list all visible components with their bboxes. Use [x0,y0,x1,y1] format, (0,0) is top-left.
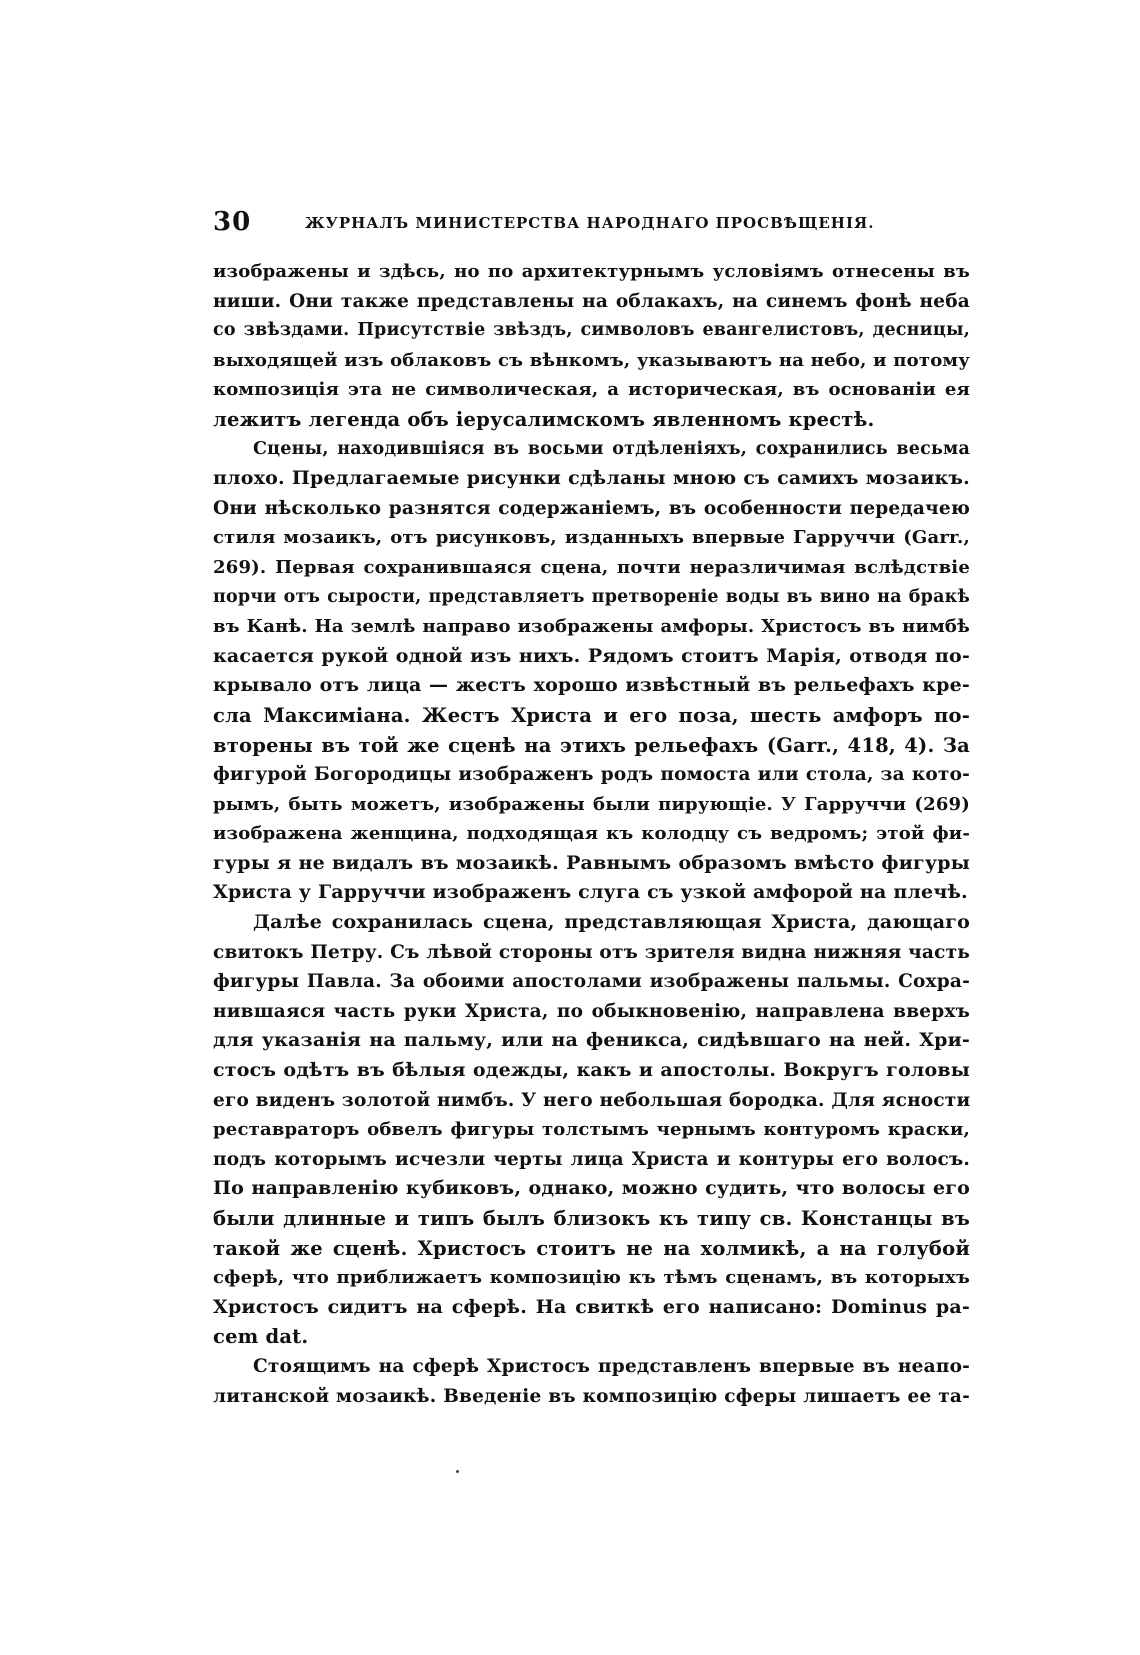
text-line: реставраторъ обвелъ фигуры толстымъ чернымъ контуромъ краски, [213,1119,970,1141]
text-line: Стоящимъ на сферѣ Христосъ представленъ впервые въ неапо- [253,1355,970,1377]
text-line: были длинные и типъ былъ близокъ къ типу св. Констанцы въ [213,1207,970,1230]
text-line: гуры я не видалъ въ мозаикѣ. Равнымъ образомъ вмѣсто фигуры [213,851,970,874]
text-line: вторены въ той же сценѣ на этихъ рельефахъ (Garr., 418, 4). За [213,733,970,757]
text-line: стиля мозаикъ, отъ рисунковъ, изданныхъ впервые Гарруччи (Garr., [213,527,970,549]
text-line: нившаяся часть руки Христа, по обыкновенію, направлена вверхъ [213,1000,970,1022]
text-line: подъ которымъ исчезли черты лица Христа и контуры его волосъ. [213,1148,970,1170]
text-line: 269). Первая сохранившаяся сцена, почти неразличимая вслѣдствіе [213,556,970,578]
paragraph-3 [213,908,970,1352]
paragraph-1 [213,257,970,435]
text-line: ниши. Они также представлены на облакахъ, на синемъ фонѣ неба [213,290,970,312]
text-line: Христосъ сидитъ на сферѣ. На свиткѣ его написано: Dominus pa- [213,1295,970,1318]
text-line: со звѣздами. Присутствіе звѣздъ, символовъ евангелистовъ, десницы, [213,320,970,341]
text-line: изображены и здѣсь, но по архитектурнымъ условіямъ отнесены въ [213,261,970,282]
text-line: лежитъ легенда объ іерусалимскомъ явленномъ крестѣ. [213,407,875,431]
body-text [213,257,970,1411]
text-line: плохо. Предлагаемые рисунки сдѣланы мною съ самихъ мозаикъ. [213,467,970,490]
text-line: изображена женщина, подходящая къ колодцу съ ведромъ; этой фи- [213,823,970,845]
text-line: крывало отъ лица — жестъ хорошо извѣстный въ рельефахъ кре- [213,674,970,697]
paragraph-2 [213,435,970,909]
text-line: Христа у Гарруччи изображенъ слуга съ узкой амфорой на плечѣ. [213,881,968,904]
text-line: фигурой Богородицы изображенъ родъ помоста или стола, за кото- [213,764,970,786]
text-line: композиція эта не символическая, а историческая, въ основаніи ея [213,379,970,401]
text-line: его виденъ золотой нимбъ. У него небольшая бородка. Для ясности [213,1089,971,1111]
text-line: сферѣ, что приближаетъ композицію къ тѣмъ сценамъ, въ которыхъ [213,1267,970,1289]
page-header [213,204,970,240]
running-title: ЖУРНАЛЪ МИНИСТЕРСТВА НАРОДНАГО ПРОСВѢЩЕНІЯ. [305,214,875,232]
text-line: сла Максиміана. Жестъ Христа и его поза, шесть амфоръ по- [213,703,970,727]
text-line: Далѣе сохранилась сцена, представляющая Христа, дающаго [253,911,970,934]
text-line: свитокъ Петру. Съ лѣвой стороны отъ зрителя видна нижняя часть [213,941,970,963]
text-line: такой же сценѣ. Христосъ стоитъ не на холмикѣ, а на голубой [213,1236,970,1260]
text-line: литанской мозаикѣ. Введеніе въ композицію сферы лишаетъ ее та- [213,1385,970,1407]
text-line: въ Канѣ. На землѣ направо изображены амфоры. Христосъ въ нимбѣ [213,616,970,638]
text-line: cem dat. [213,1325,309,1349]
text-line: порчи отъ сырости, представляетъ претвореніе воды въ вино на бракѣ [213,586,970,607]
text-line: фигуры Павла. За обоими апостолами изображены пальмы. Сохра- [213,971,970,993]
text-line: выходящей изъ облаковъ съ вѣнкомъ, указываютъ на небо, и потому [213,349,970,371]
page-number: 30 [213,207,252,237]
text-line: касается рукой одной изъ нихъ. Рядомъ стоитъ Марія, отводя по- [213,644,970,667]
text-line: стосъ одѣтъ въ бѣлыя одежды, какъ и апостолы. Вокругъ головы [213,1059,970,1082]
scan-speck [456,1470,459,1473]
text-line: для указанія на пальму, или на феникса, сидѣвшаго на ней. Хри- [213,1029,970,1052]
text-line: По направленію кубиковъ, однако, можно судить, что волосы его [213,1177,970,1200]
text-line: Они нѣсколько разнятся содержаніемъ, въ особенности передачею [213,497,970,519]
paragraph-4 [213,1352,970,1411]
text-line: Сцены, находившіяся въ восьми отдѣленіяхъ, сохранились весьма [253,438,970,459]
text-line: рымъ, быть можетъ, изображены были пирующіе. У Гарруччи (269) [213,793,970,815]
